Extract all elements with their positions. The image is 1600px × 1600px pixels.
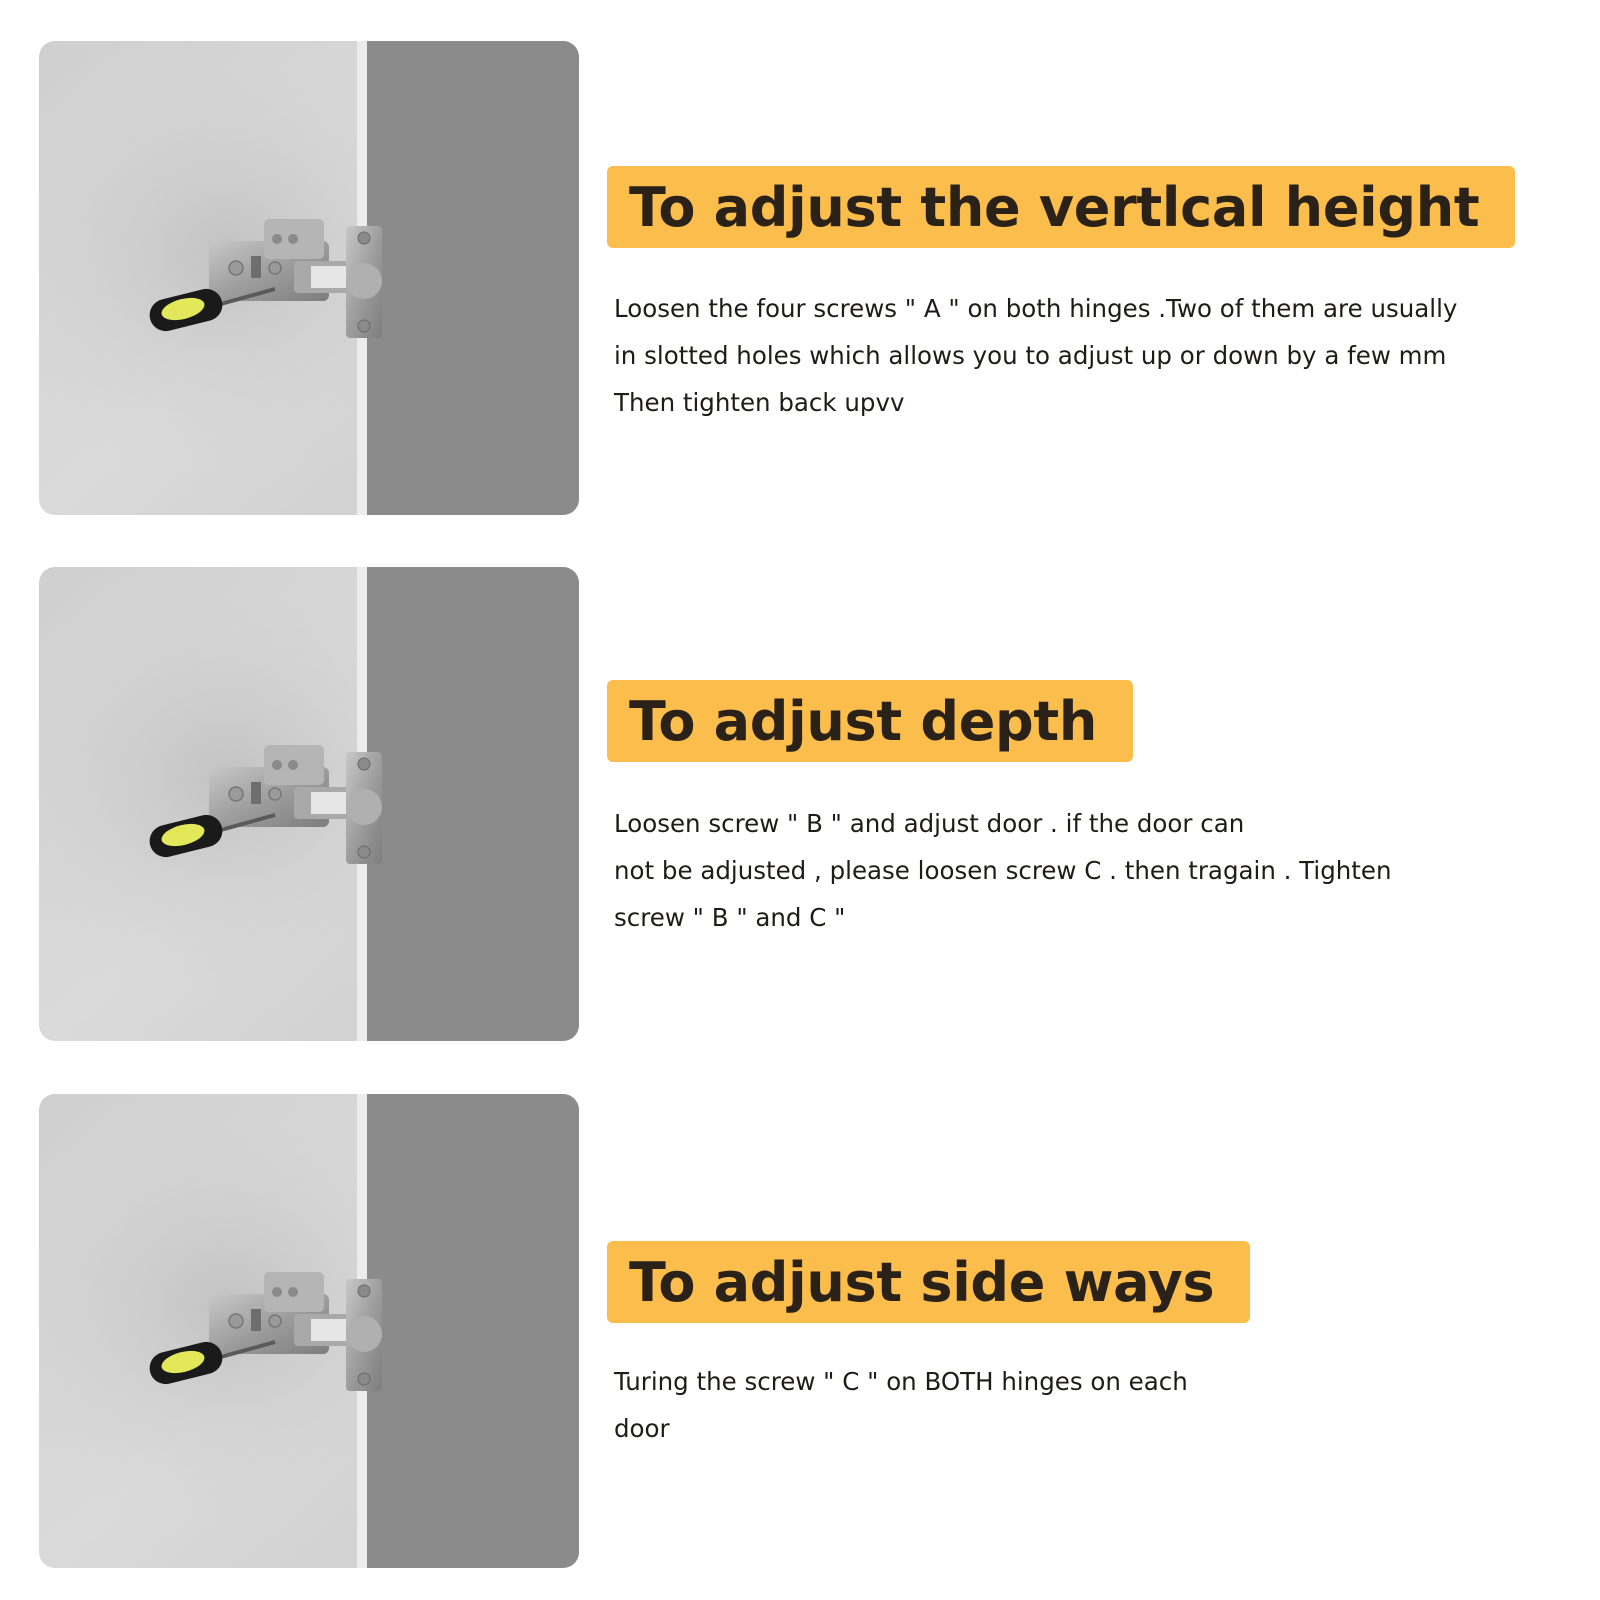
section-heading: To adjust side ways [629, 1250, 1215, 1314]
description-line: screw " B " and C " [614, 903, 846, 932]
description-line: not be adjusted , please loosen screw C . then tragain . Tighten [614, 856, 1392, 885]
hinge-photo [39, 41, 579, 515]
cabinet-hinge-illustration-icon [39, 41, 579, 515]
heading-badge [607, 1241, 1250, 1323]
cabinet-hinge-illustration-icon [39, 1094, 579, 1568]
hinge-photo [39, 567, 579, 1041]
description-line: Loosen the four screws " A " on both hinges .Two of them are usually [614, 294, 1458, 323]
section-description [614, 285, 1574, 426]
description-line: Then tighten back upvv [614, 388, 905, 417]
description-line: Turing the screw " C " on BOTH hinges on each [614, 1367, 1188, 1396]
section-heading: To adjust depth [629, 689, 1098, 753]
hinge-photo [39, 1094, 579, 1568]
description-line: door [614, 1414, 670, 1443]
section-heading: To adjust the vertlcal height [629, 175, 1480, 239]
section-description [614, 1358, 1574, 1452]
description-line: in slotted holes which allows you to adjust up or down by a few mm [614, 341, 1447, 370]
cabinet-hinge-illustration-icon [39, 567, 579, 1041]
section-description [614, 800, 1574, 941]
description-line: Loosen screw " B " and adjust door . if the door can [614, 809, 1245, 838]
heading-badge [607, 166, 1515, 248]
heading-badge [607, 680, 1133, 762]
